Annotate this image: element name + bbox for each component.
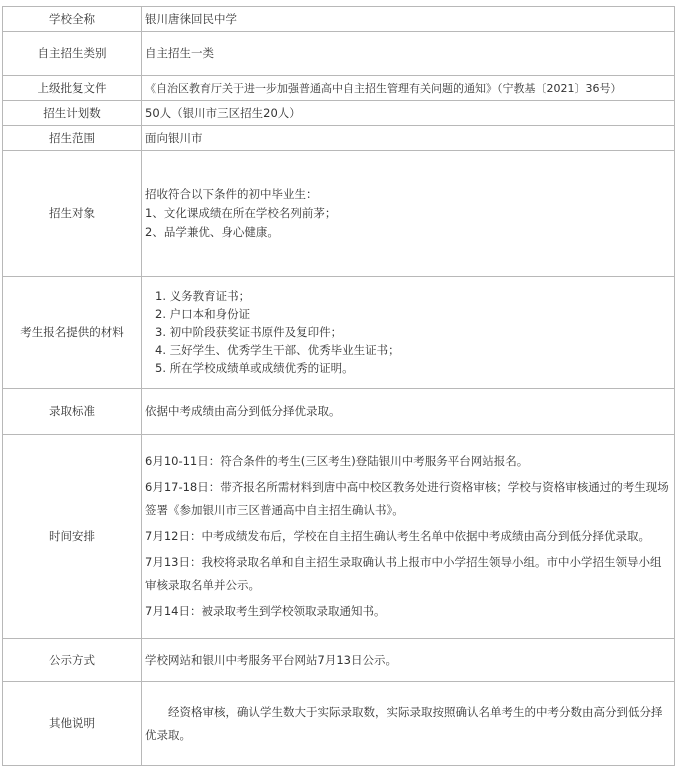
row-publicity [3,639,675,682]
materials-list [145,289,671,376]
materials-item: 3. 初中阶段获奖证书原件及复印件； [155,325,343,339]
value-admission: 依据中考成绩由高分到低分择优录取。 [142,389,675,435]
row-other [3,682,675,766]
row-target [3,151,675,277]
value-other [142,682,675,766]
label-publicity: 公示方式 [3,639,142,682]
row-school-name [3,7,675,32]
row-quota [3,101,675,126]
value-schedule [142,435,675,639]
label-school-name: 学校全称 [3,7,142,32]
target-intro: 招收符合以下条件的初中毕业生： [145,187,318,201]
value-materials [142,277,675,389]
row-materials [3,277,675,389]
row-scope [3,126,675,151]
other-text: 经资格审核，确认学生数大于实际录取数，实际录取按照确认名单考生的中考分数由高分到低分择优录取。 [145,704,663,742]
label-schedule: 时间安排 [3,435,142,639]
target-item: 2、品学兼优、身心健康。 [145,225,279,239]
value-publicity: 学校网站和银川中考服务平台网站7月13日公示。 [142,639,675,682]
row-approval [3,76,675,101]
value-target [142,151,675,277]
schedule-item: 7月13日：我校将录取名单和自主招生录取确认书上报市中小学招生领导小组。市中小学招生领导小组审核录取名单并公示。 [145,555,662,592]
value-quota: 50人（银川市三区招生20人） [142,101,675,126]
value-approval [142,76,675,101]
materials-item: 5. 所在学校成绩单或成绩优秀的证明。 [155,361,354,375]
admission-info-table [2,6,675,766]
label-approval: 上级批复文件 [3,76,142,101]
value-school-name: 银川唐徕回民中学 [142,7,675,32]
label-admission: 录取标准 [3,389,142,435]
label-quota: 招生计划数 [3,101,142,126]
materials-item: 4. 三好学生、优秀学生干部、优秀毕业生证书； [155,343,400,357]
label-scope: 招生范围 [3,126,142,151]
row-category [3,32,675,76]
materials-item: 2. 户口本和身份证 [155,307,251,321]
row-admission [3,389,675,435]
label-other: 其他说明 [3,682,142,766]
approval-text: 《自治区教育厅关于进一步加强普通高中自主招生管理有关问题的通知》（宁教基〔2021〕36号） [145,81,622,95]
label-category: 自主招生类别 [3,32,142,76]
value-category: 自主招生一类 [142,32,675,76]
schedule-item: 7月14日：被录取考生到学校领取录取通知书。 [145,604,386,618]
schedule-item: 6月10-11日：符合条件的考生(三区考生)登陆银川中考服务平台网站报名。 [145,454,529,468]
label-materials: 考生报名提供的材料 [3,277,142,389]
schedule-item: 7月12日：中考成绩发布后，学校在自主招生确认考生名单中依据中考成绩由高分到低分择优录取。 [145,529,650,543]
label-target: 招生对象 [3,151,142,277]
value-scope: 面向银川市 [142,126,675,151]
row-schedule [3,435,675,639]
schedule-item: 6月17-18日：带齐报名所需材料到唐中高中校区教务处进行资格审核；学校与资格审核通过的考生现场签署《参加银川市三区普通高中自主招生确认书》。 [145,480,669,517]
target-item: 1、文化课成绩在所在学校名列前茅； [145,206,337,220]
materials-item: 1. 义务教育证书； [155,289,251,303]
